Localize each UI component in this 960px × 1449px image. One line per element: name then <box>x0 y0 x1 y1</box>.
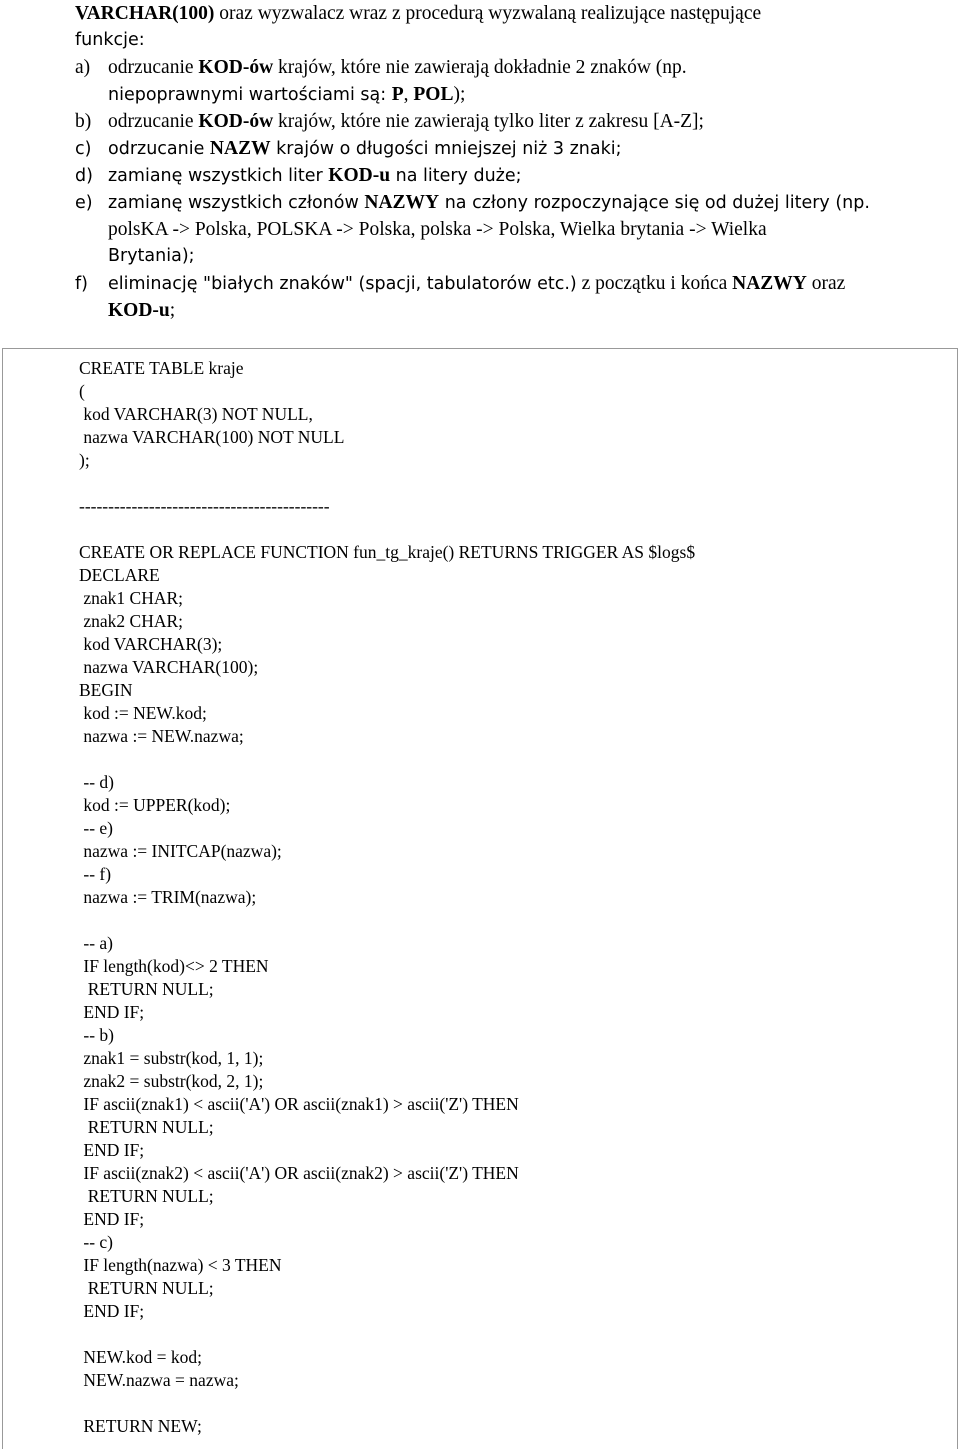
intro-text: oraz wyzwalacz wraz z procedurą wyzwalaną realizujące następujące <box>214 3 762 24</box>
item-text: , <box>403 84 414 105</box>
code-line: IF ascii(znak2) < ascii('A') OR ascii(znak2) > ascii('Z') THEN <box>79 1163 519 1183</box>
list-item-f-cont <box>75 297 960 324</box>
bold-term: VARCHAR(100) <box>75 3 215 24</box>
code-line: kod := NEW.kod; <box>79 703 207 723</box>
code-line: -- f) <box>79 864 112 884</box>
code-line: END IF; <box>79 1209 145 1229</box>
bold-term: POL <box>413 84 454 105</box>
code-line <box>79 1323 695 1346</box>
bold-term: KOD-ów <box>198 111 274 132</box>
list-label: a) <box>75 57 91 78</box>
intro-line: funkcje: <box>75 30 145 50</box>
code-line: CREATE TABLE kraje <box>79 358 244 378</box>
code-line: RETURN NEW; <box>79 1416 202 1436</box>
item-text: zamianę wszystkich liter <box>108 166 329 186</box>
code-line: ); <box>79 450 90 470</box>
bold-term: KOD-u <box>328 165 391 186</box>
item-text: ); <box>453 84 466 105</box>
code-line: DECLARE <box>79 565 160 585</box>
code-line: IF length(kod)<> 2 THEN <box>79 956 269 976</box>
bold-term: P <box>391 84 404 105</box>
code-line: nazwa VARCHAR(100); <box>79 657 259 677</box>
code-line <box>79 518 695 541</box>
code-line: END IF; <box>79 1002 145 1022</box>
item-text: zamianę wszystkich członów <box>108 193 365 213</box>
code-line: RETURN NULL; <box>79 979 214 999</box>
item-text: krajów o długości mniejszej niż 3 znaki; <box>270 139 622 159</box>
code-line: -- d) <box>79 772 114 792</box>
item-text: odrzucanie <box>108 111 199 132</box>
item-text: na litery duże; <box>390 166 522 186</box>
item-text: odrzucanie <box>108 57 199 78</box>
code-line: NEW.kod = kod; <box>79 1347 202 1367</box>
code-line: BEGIN <box>79 680 133 700</box>
code-line <box>79 1392 695 1415</box>
list-item-c <box>75 135 960 162</box>
item-text: eliminację "białych znaków" (spacji, tabulatorów etc.) <box>108 274 577 294</box>
item-text: ; <box>169 300 176 321</box>
task-description <box>75 0 960 324</box>
list-item-d <box>75 162 960 189</box>
code-line: -- e) <box>79 818 114 838</box>
list-label: f) <box>75 274 88 294</box>
intro-line <box>75 0 960 27</box>
code-line: znak1 = substr(kod, 1, 1); <box>79 1048 264 1068</box>
list-label: c) <box>75 139 92 159</box>
code-line: -- c) <box>79 1232 114 1252</box>
code-line: ------------------------------------------- <box>79 496 330 516</box>
code-line: kod := UPPER(kod); <box>79 795 231 815</box>
bold-term: NAZW <box>209 138 271 159</box>
list-item-e-cont: Brytania); <box>108 246 195 266</box>
code-block <box>79 357 695 1438</box>
code-line: RETURN NULL; <box>79 1278 214 1298</box>
item-text: oraz <box>806 273 846 294</box>
code-line: RETURN NULL; <box>79 1186 214 1206</box>
code-line: RETURN NULL; <box>79 1117 214 1137</box>
code-line: nazwa := TRIM(nazwa); <box>79 887 257 907</box>
code-line: IF ascii(znak1) < ascii('A') OR ascii(znak1) > ascii('Z') THEN <box>79 1094 519 1114</box>
item-text: krajów, które nie zawierają dokładnie 2 znaków (np. <box>273 57 687 78</box>
code-line: nazwa := INITCAP(nazwa); <box>79 841 282 861</box>
code-line: znak2 = substr(kod, 2, 1); <box>79 1071 264 1091</box>
list-item-a-cont <box>75 81 960 108</box>
code-line: znak2 CHAR; <box>79 611 184 631</box>
code-line: END IF; <box>79 1301 145 1321</box>
code-line: -- b) <box>79 1025 114 1045</box>
list-label: e) <box>75 193 93 213</box>
code-line: END IF; <box>79 1140 145 1160</box>
code-line: CREATE OR REPLACE FUNCTION fun_tg_kraje() RETURNS TRIGGER AS $logs$ <box>79 542 696 562</box>
code-line: kod VARCHAR(3) NOT NULL, <box>79 404 313 424</box>
item-text: niepoprawnymi wartościami są: <box>108 85 392 105</box>
item-text: na człony rozpoczynające się od dużej litery (np. <box>439 193 870 213</box>
list-item-b <box>75 108 960 135</box>
code-line: kod VARCHAR(3); <box>79 634 223 654</box>
code-line: nazwa VARCHAR(100) NOT NULL <box>79 427 345 447</box>
code-line: IF length(nazwa) < 3 THEN <box>79 1255 282 1275</box>
code-line: znak1 CHAR; <box>79 588 184 608</box>
code-line: NEW.nazwa = nazwa; <box>79 1370 239 1390</box>
code-line: nazwa := NEW.nazwa; <box>79 726 244 746</box>
item-text: krajów, które nie zawierają tylko liter z zakresu [A-Z]; <box>273 111 704 132</box>
item-text: z początku i końca <box>576 273 733 294</box>
item-text: odrzucanie <box>108 139 210 159</box>
list-item-e-cont: polsKA -> Polska, POLSKA -> Polska, polska -> Polska, Wielka brytania -> Wielka <box>108 219 767 240</box>
bold-term: KOD-u <box>108 300 170 321</box>
list-label: d) <box>75 166 93 186</box>
bold-term: KOD-ów <box>198 57 274 78</box>
bold-term: NAZWY <box>364 192 440 213</box>
list-item-e <box>75 189 960 216</box>
list-item-f <box>75 270 960 297</box>
code-line: -- a) <box>79 933 114 953</box>
list-item-a <box>75 54 960 81</box>
code-line: ( <box>79 381 85 401</box>
bold-term: NAZWY <box>732 273 807 294</box>
list-label: b) <box>75 111 92 132</box>
code-line <box>79 748 695 771</box>
code-line <box>79 472 695 495</box>
code-line <box>79 909 695 932</box>
